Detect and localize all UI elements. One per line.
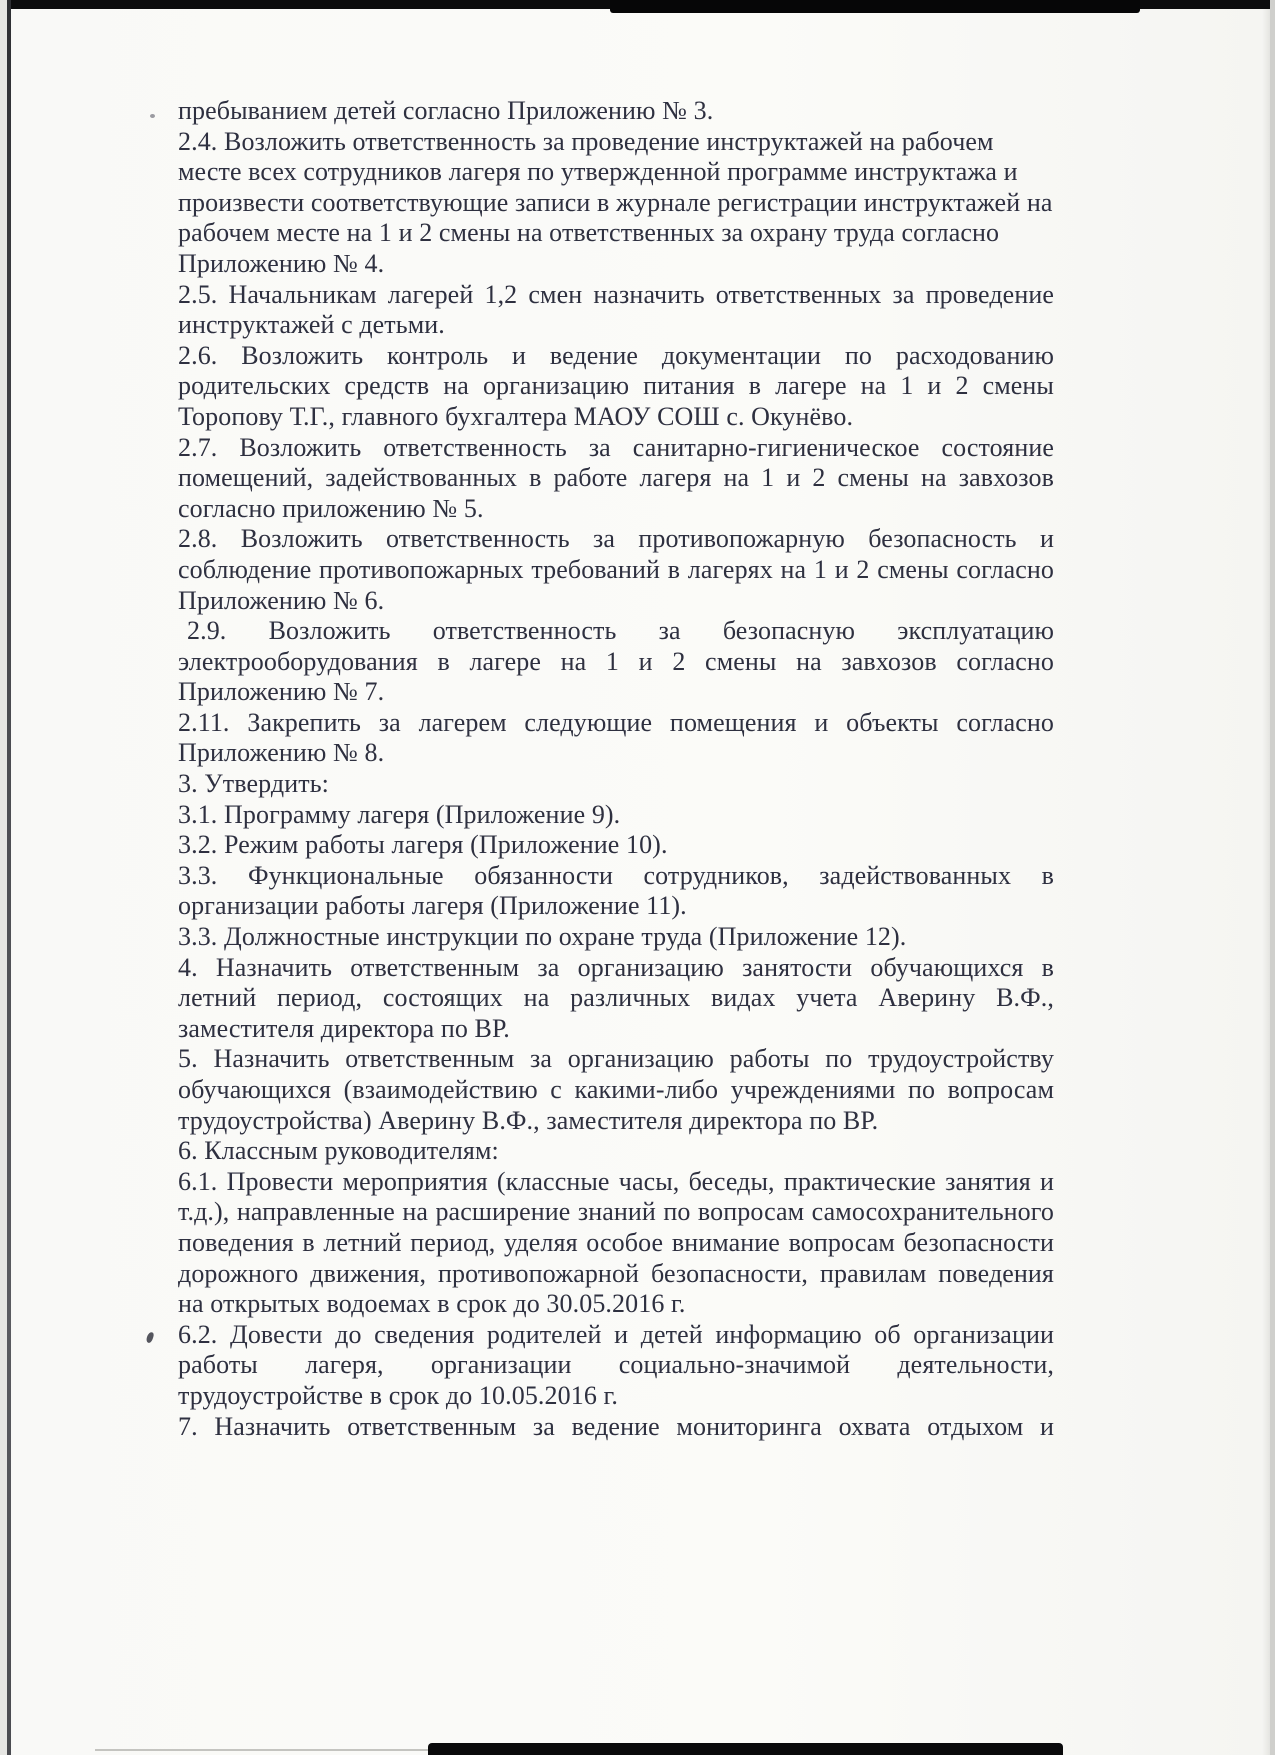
scan-artifact-left-edge [7,0,11,1755]
paragraph-3: 3. Утвердить: [178,769,329,799]
paragraph-2-11: 2.11. Закрепить за лагерем следующие помещения и объекты согласно Приложению № 8. [178,707,1054,768]
paragraph-5: 5. Назначить ответственным за организацию работы по трудоустройству обучающихся (взаимодействию с какими-либо учреждениями по вопросам трудоустройства) Аверину В.Ф., заместителя директора по ВР. [178,1044,1054,1135]
paragraph-3-2: 3.2. Режим работы лагеря (Приложение 10). [178,830,668,860]
paragraph-continuation: пребыванием детей согласно Приложению № 3. [178,96,714,125]
scan-artifact-speck [145,1331,154,1343]
paragraph-3-3-functional: 3.3. Функциональные обязанности сотрудников, задействованных в организации работы лагеря (Приложение 11). [178,860,1054,921]
paragraph-6-1: 6.1. Провести мероприятия (классные часы, беседы, практические занятия и т.д.), направленные на расширение знаний по вопросам самосохранительного поведения в летний период, уделяя особое внимание вопросам безопасности дорожного движения, противопожарной безопасности, правилам поведения на открытых водоемах в срок до 30.05.2016 г. [178,1166,1054,1319]
paragraph-2-4: 2.4. Возложить ответственность за проведение инструктажей на рабочем месте всех сотрудников лагеря по утвержденной программе инструктажа и произвести соответствующие записи в журнале регистрации инструктажей на рабочем месте на 1 и 2 смены на ответственных за охрану труда согласно Приложению № 4. [178,126,1053,278]
paragraph-4: 4. Назначить ответственным за организацию занятости обучающихся в летний период, состоящих на различных видах учета Аверину В.Ф., заместителя директора по ВР. [178,952,1054,1043]
paragraph-6-2: 6.2. Довести до сведения родителей и детей информацию об организации работы лагеря, организации социально-значимой деятельности, трудоустройстве в срок до 10.05.2016 г. [178,1319,1054,1410]
scan-artifact-bottom-edge [428,1743,1063,1755]
paragraph-2-5: 2.5. Начальникам лагерей 1,2 смен назначить ответственных за проведение инструктажей с детьми. [178,279,1054,340]
paragraph-3-3-instructions: 3.3. Должностные инструкции по охране труда (Приложение 12). [178,922,907,952]
scan-artifact-left-shade [0,0,7,1755]
scan-artifact-right-edge [1270,0,1275,1755]
paragraph-2-7: 2.7. Возложить ответственность за санитарно-гигиеническое состояние помещений, задействованных в работе лагеря на 1 и 2 смены на завхозов согласно приложению № 5. [178,432,1054,523]
scan-artifact-speck [150,114,155,118]
document-text-block [178,96,1054,1442]
paragraph-7: 7. Назначить ответственным за ведение мониторинга охвата отдыхом и [178,1411,1054,1441]
paragraph-2-9: 2.9. Возложить ответственность за безопасную эксплуатацию электрооборудования в лагере на 1 и 2 смены на завхозов согласно Приложению № 7. [178,616,1054,707]
paragraph-6: 6. Классным руководителям: [178,1136,499,1166]
scan-artifact-bottom-line [95,1749,430,1751]
scan-artifact-top-edge-thick [610,0,1140,13]
paragraph-2-6: 2.6. Возложить контроль и ведение документации по расходованию родительских средств на организацию питания в лагере на 1 и 2 смены Торопову Т.Г., главного бухгалтера МАОУ СОШ с. Окунёво. [178,340,1054,431]
paragraph-3-1: 3.1. Программу лагеря (Приложение 9). [178,799,621,829]
paragraph-2-8: 2.8. Возложить ответственность за противопожарную безопасность и соблюдение противопожарных требований в лагерях на 1 и 2 смены согласно Приложению № 6. [178,524,1054,615]
